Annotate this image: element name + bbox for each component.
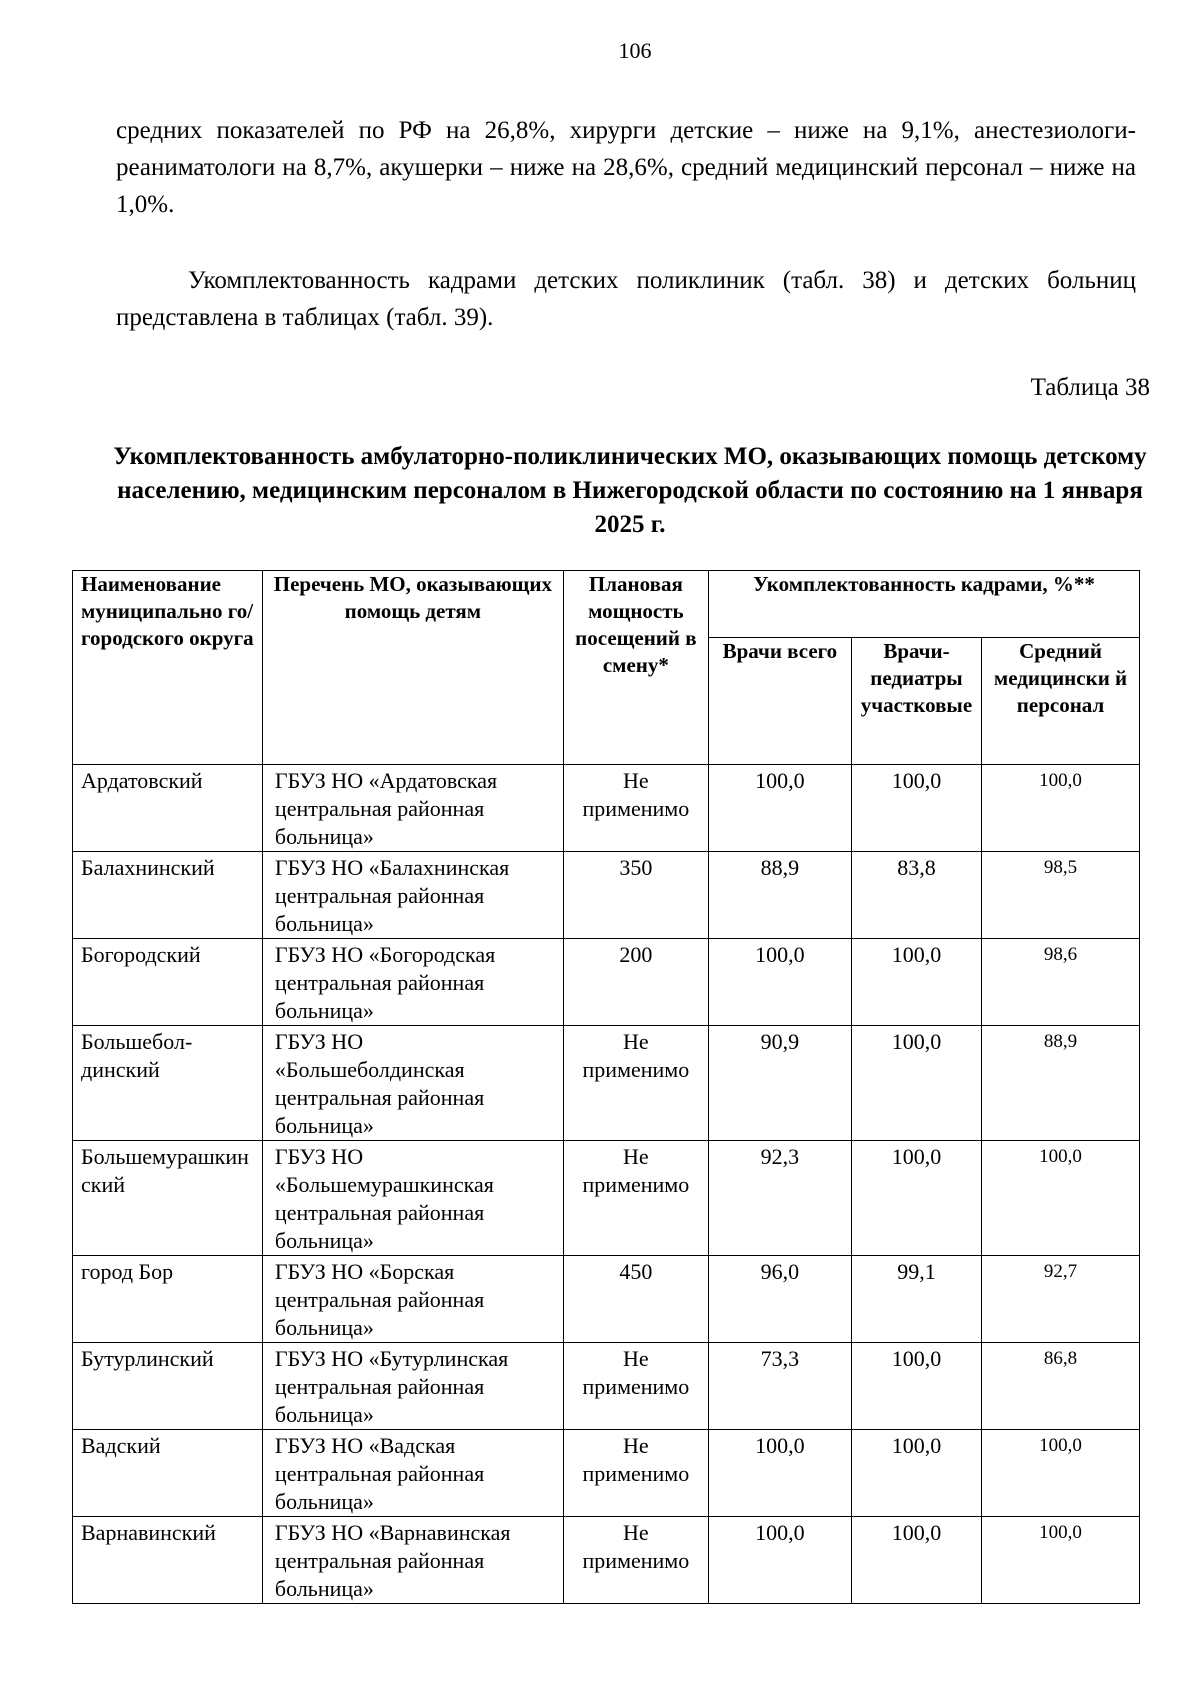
cell-region: Большебол-динский — [73, 1026, 263, 1141]
cell-doctors: 88,9 — [708, 852, 851, 939]
table-row — [73, 852, 1140, 939]
cell-doctors: 92,3 — [708, 1141, 851, 1256]
table-row — [73, 1026, 1140, 1141]
cell-nurses: 88,9 — [982, 1026, 1140, 1141]
cell-doctors: 100,0 — [708, 1430, 851, 1517]
cell-mo: ГБУЗ НО «Борская центральная районная больница» — [262, 1256, 563, 1343]
table-row — [73, 765, 1140, 852]
header-mo-list: Перечень МО, оказывающих помощь детям — [262, 571, 563, 765]
cell-pediatricians: 100,0 — [851, 1026, 981, 1141]
staffing-table — [72, 570, 1140, 1604]
cell-plan: 350 — [563, 852, 708, 939]
cell-plan: Не применимо — [563, 1343, 708, 1430]
cell-pediatricians: 99,1 — [851, 1256, 981, 1343]
cell-mo: ГБУЗ НО «Бутурлинская центральная районная больница» — [262, 1343, 563, 1430]
cell-region: город Бор — [73, 1256, 263, 1343]
cell-pediatricians: 100,0 — [851, 765, 981, 852]
cell-plan: Не применимо — [563, 1517, 708, 1604]
cell-plan: Не применимо — [563, 1141, 708, 1256]
paragraph-continuation: средних показателей по РФ на 26,8%, хирурги детские – ниже на 9,1%, анестезиологи-реаниматологи на 8,7%, акушерки – ниже на 28,6%, средний медицинский персонал – ниже на 1,0%. — [116, 117, 1136, 218]
cell-plan: Не применимо — [563, 1430, 708, 1517]
cell-region: Балахнинский — [73, 852, 263, 939]
cell-pediatricians: 100,0 — [851, 1343, 981, 1430]
cell-pediatricians: 100,0 — [851, 939, 981, 1026]
cell-mo: ГБУЗ НО «Ардатовская центральная районная больница» — [262, 765, 563, 852]
cell-plan: Не применимо — [563, 765, 708, 852]
cell-nurses: 100,0 — [982, 1430, 1140, 1517]
cell-plan: 450 — [563, 1256, 708, 1343]
cell-nurses: 100,0 — [982, 1517, 1140, 1604]
cell-doctors: 100,0 — [708, 1517, 851, 1604]
table-row — [73, 1517, 1140, 1604]
paragraph-staffing-intro: Укомплектованность кадрами детских поликлиник (табл. 38) и детских больниц представлена в таблицах (табл. 39). — [116, 267, 1136, 331]
cell-nurses: 86,8 — [982, 1343, 1140, 1430]
cell-region: Варнавинский — [73, 1517, 263, 1604]
cell-doctors: 100,0 — [708, 939, 851, 1026]
header-region: Наименование муниципально го/городского округа — [73, 571, 263, 765]
table-row — [73, 939, 1140, 1026]
cell-mo: ГБУЗ НО «Балахнинская центральная районная больница» — [262, 852, 563, 939]
header-planned-capacity: Плановая мощность посещений в смену* — [563, 571, 708, 765]
cell-mo: ГБУЗ НО «Вадская центральная районная больница» — [262, 1430, 563, 1517]
cell-region: Ардатовский — [73, 765, 263, 852]
cell-plan: Не применимо — [563, 1026, 708, 1141]
table-row — [73, 1343, 1140, 1430]
cell-doctors: 90,9 — [708, 1026, 851, 1141]
cell-nurses: 100,0 — [982, 1141, 1140, 1256]
header-doctors-total: Врачи всего — [708, 638, 851, 765]
cell-pediatricians: 100,0 — [851, 1141, 981, 1256]
cell-doctors: 100,0 — [708, 765, 851, 852]
cell-region: Большемурашкинский — [73, 1141, 263, 1256]
table-label: Таблица 38 — [1030, 374, 1150, 401]
cell-pediatricians: 100,0 — [851, 1430, 981, 1517]
cell-region: Богородский — [73, 939, 263, 1026]
cell-mo: ГБУЗ НО «Богородская центральная районная больница» — [262, 939, 563, 1026]
table-title: Укомплектованность амбулаторно-поликлинических МО, оказывающих помощь детскому населению, медицинским персоналом в Нижегородской области по состоянию на 1 января 2025 г. — [113, 443, 1147, 538]
page-number: 106 — [618, 38, 652, 63]
cell-nurses: 98,6 — [982, 939, 1140, 1026]
cell-region: Вадский — [73, 1430, 263, 1517]
header-nurses: Средний медицински й персонал — [982, 638, 1140, 765]
cell-mo: ГБУЗ НО «Большемурашкинская центральная районная больница» — [262, 1141, 563, 1256]
cell-region: Бутурлинский — [73, 1343, 263, 1430]
cell-plan: 200 — [563, 939, 708, 1026]
cell-nurses: 92,7 — [982, 1256, 1140, 1343]
cell-pediatricians: 83,8 — [851, 852, 981, 939]
table-row — [73, 1141, 1140, 1256]
cell-nurses: 98,5 — [982, 852, 1140, 939]
cell-doctors: 73,3 — [708, 1343, 851, 1430]
cell-doctors: 96,0 — [708, 1256, 851, 1343]
table-row — [73, 1430, 1140, 1517]
cell-mo: ГБУЗ НО «Большеболдинская центральная районная больница» — [262, 1026, 563, 1141]
cell-mo: ГБУЗ НО «Варнавинская центральная районная больница» — [262, 1517, 563, 1604]
header-pediatricians: Врачи-педиатры участковые — [851, 638, 981, 765]
table-row — [73, 1256, 1140, 1343]
cell-pediatricians: 100,0 — [851, 1517, 981, 1604]
header-staffing-group: Укомплектованность кадрами, %** — [708, 571, 1139, 638]
cell-nurses: 100,0 — [982, 765, 1140, 852]
